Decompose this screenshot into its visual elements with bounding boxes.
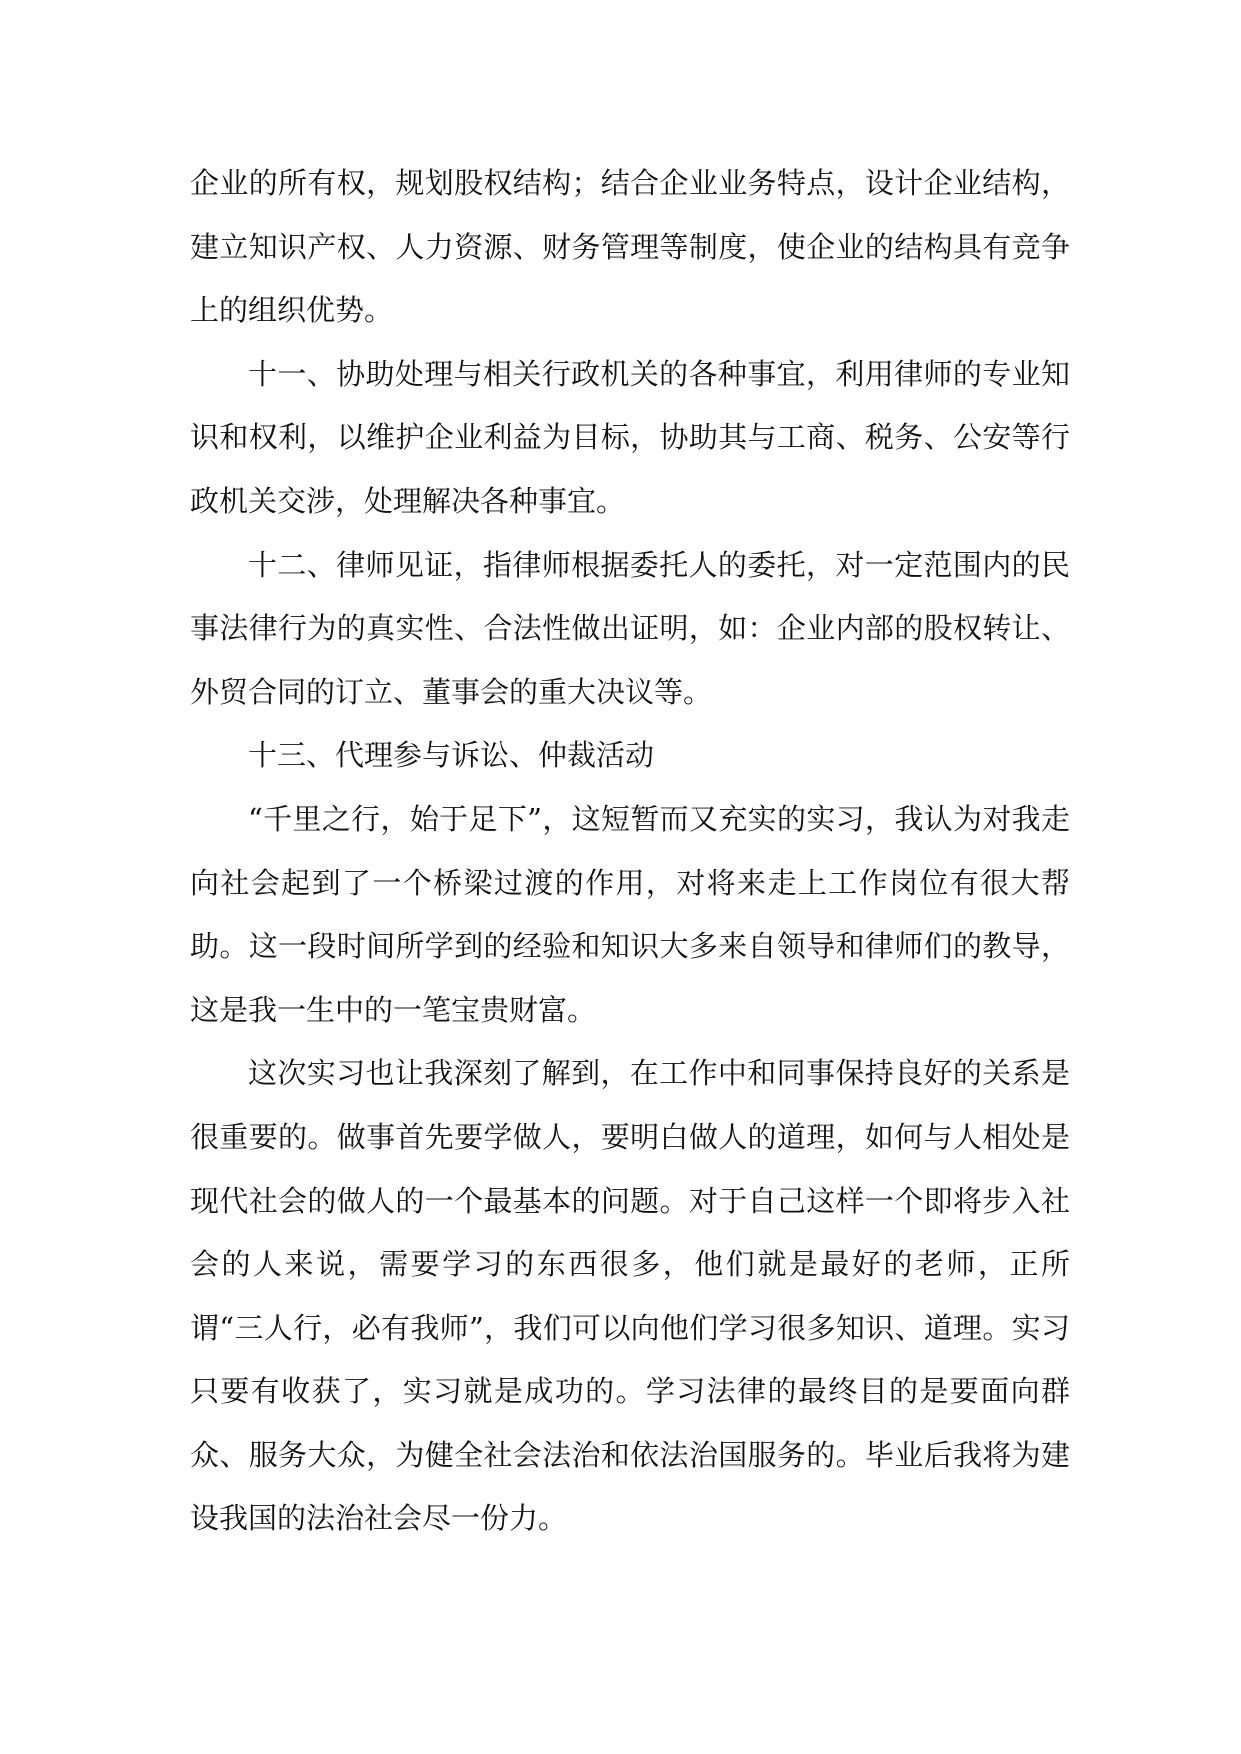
paragraph-reflection-1: “千里之行，始于足下”，这短暂而又充实的实习，我认为对我走向社会起到了一个桥梁过渡的作用，对将来走上工作岗位有很大帮助。这一段时间所学到的经验和知识大多来自领导和律师们的教导，这是我一生中的一笔宝贵财富。	[190, 801, 1070, 1027]
paragraph-item-13: 十三、代理参与诉讼、仲裁活动	[248, 738, 655, 773]
paragraph-item-12: 十二、律师见证，指律师根据委托人的委托，对一定范围内的民事法律行为的真实性、合法性做出证明，如：企业内部的股权转让、外贸合同的订立、董事会的重大决议等。	[190, 547, 1070, 709]
paragraph-continuation: 企业的所有权，规划股权结构；结合企业业务特点，设计企业结构，建立知识产权、人力资源、财务管理等制度，使企业的结构具有竞争上的组织优势。	[190, 166, 1070, 328]
paragraph-reflection-2: 这次实习也让我深刻了解到，在工作中和同事保持良好的关系是很重要的。做事首先要学做人，要明白做人的道理，如何与人相处是现代社会的做人的一个最基本的问题。对于自己这样一个即将步入社会的人来说，需要学习的东西很多，他们就是最好的老师，正所谓“三人行，必有我师”，我们可以向他们学习很多知识、道理。实习只要有收获了，实习就是成功的。学习法律的最终目的是要面向群众、服务大众，为健全社会法治和依法治国服务的。毕业后我将为建设我国的法治社会尽一份力。	[190, 1056, 1070, 1536]
paragraph-item-11: 十一、协助处理与相关行政机关的各种事宜，利用律师的专业知识和权利，以维护企业利益为目标，协助其与工商、税务、公安等行政机关交涉，处理解决各种事宜。	[190, 356, 1070, 518]
document-body	[190, 152, 1070, 1551]
